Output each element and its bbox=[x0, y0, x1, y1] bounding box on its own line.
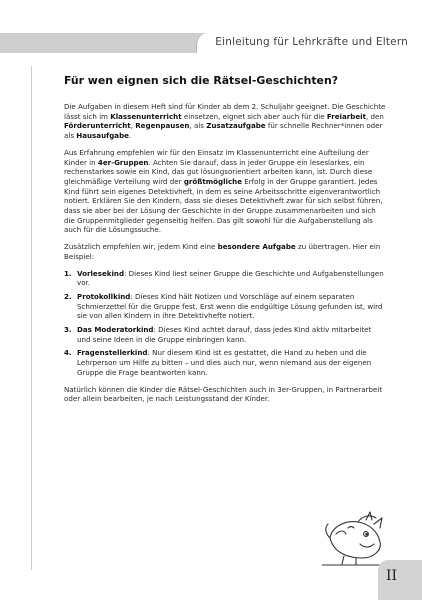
paragraph-group-work bbox=[64, 148, 386, 235]
bold-term: Hausaufgabe bbox=[76, 131, 129, 141]
role-term: Das Moderatorkind bbox=[77, 325, 154, 335]
role-term: Protokollkind bbox=[77, 291, 131, 301]
role-term: Fragenstellerkind bbox=[77, 348, 148, 358]
list-number: 2. bbox=[64, 291, 72, 301]
list-item bbox=[64, 292, 386, 321]
text-run: , als bbox=[189, 121, 207, 131]
list-item bbox=[64, 348, 386, 377]
dinosaur-illustration bbox=[322, 508, 392, 566]
paragraph-closing: Natürlich können die Kinder die Rätsel-Geschichten auch in 3er-Gruppen, in Partnerarbeit oder allein bearbeiten, je nach Leistungsstand der Kinder. bbox=[64, 384, 383, 404]
text-run: Erfolg in der Gruppe garantiert. Jedes Kind führt sein eigenes Detektivheft, in dem es seine Arbeitsschritte eigenverantwortlich notiert. Erklären Sie den Kindern, dass sie dieses Detektivheft zwar für sich selbst führen, dass sie aber bei der Lösung der Geschichte in der Gruppe zusammenarbeiten und sich die Gruppenmitglieder gegenseitig helfen. Das gilt sowohl für die Aufgabenstellung als auch für die Lösungssuche. bbox=[64, 176, 383, 235]
page-title: Für wen eignen sich die Rätsel-Geschichten? bbox=[64, 74, 339, 87]
bold-term: größtmögliche bbox=[183, 176, 243, 186]
margin-rule bbox=[31, 66, 32, 570]
paragraph-special-task bbox=[64, 242, 386, 261]
text-run: einsetzen, eignet sich aber auch für die bbox=[181, 111, 327, 121]
bold-term: 4er-Gruppen bbox=[97, 157, 149, 167]
list-number: 1. bbox=[64, 268, 72, 278]
text-run: für schnelle Rechner*innen oder als bbox=[64, 121, 383, 141]
main-content bbox=[64, 74, 386, 411]
bold-term: Zusatzaufgabe bbox=[206, 121, 266, 131]
bold-term: besondere Aufgabe bbox=[217, 242, 296, 252]
bold-term: Freiarbeit bbox=[326, 111, 366, 121]
roles-list bbox=[64, 269, 386, 378]
role-description: : Dieses Kind hält Notizen und Vorschläge auf einem separaten Schmierzettel für die Gruppe fest. Erst wenn die endgültige Lösung gefunden ist, wird sie von allen Kindern in ihre Detektivhefte notiert. bbox=[77, 291, 383, 321]
text-run: zu übertragen. Hier ein Beispiel: bbox=[64, 242, 381, 261]
text-run: . Achten Sie darauf, dass in jeder Gruppe ein leseslarkes, ein rechenstarkes sowie ein Kind, das gut lösungsorientiert arbeiten kann, ist. Durch diese gleichmäßige Verteilung wird der bbox=[64, 157, 373, 186]
text-run: Zusätzlich empfehlen wir, jedem Kind eine bbox=[64, 242, 218, 252]
bold-term: Klassenunterricht bbox=[110, 111, 182, 121]
text-run: , bbox=[130, 121, 136, 131]
paragraph-target-group bbox=[64, 102, 386, 141]
section-title: Einleitung für Lehrkräfte und Eltern bbox=[215, 36, 408, 48]
list-number: 3. bbox=[64, 325, 72, 335]
role-description: : Dieses Kind achtet darauf, dass jedes Kind aktiv mitarbeitet und seine Ideen in die Gruppe einbringen kann. bbox=[77, 325, 372, 344]
text-run: Die Aufgaben in diesem Heft sind für Kinder ab dem 2. Schuljahr geeignet. Die Geschichte lässt sich im bbox=[64, 102, 386, 121]
page-number: II bbox=[386, 568, 398, 584]
page-number-box bbox=[378, 560, 422, 600]
text-run: Aus Erfahrung empfehlen wir für den Einsatz im Klassenunterricht eine Aufteilung der Kinder in bbox=[64, 147, 369, 167]
list-number: 4. bbox=[64, 348, 72, 358]
role-term: Vorlesekind bbox=[77, 268, 125, 278]
list-item bbox=[64, 325, 386, 344]
role-description: : Nur diesem Kind ist es gestattet, die Hand zu heben und die Lehrperson um Hilfe zu bitten – und dies auch nur, wenn niemand aus der eigenen Gruppe die Frage beantworten kann. bbox=[77, 348, 372, 377]
bold-term: Förderunterricht bbox=[64, 121, 131, 131]
text-run: , den bbox=[365, 111, 384, 121]
bold-term: Regenpausen bbox=[135, 121, 190, 131]
list-item bbox=[64, 269, 386, 288]
role-description: : Dieses Kind liest seiner Gruppe die Geschichte und Aufgabenstellungen vor. bbox=[77, 268, 384, 288]
text-run: . bbox=[128, 131, 132, 141]
